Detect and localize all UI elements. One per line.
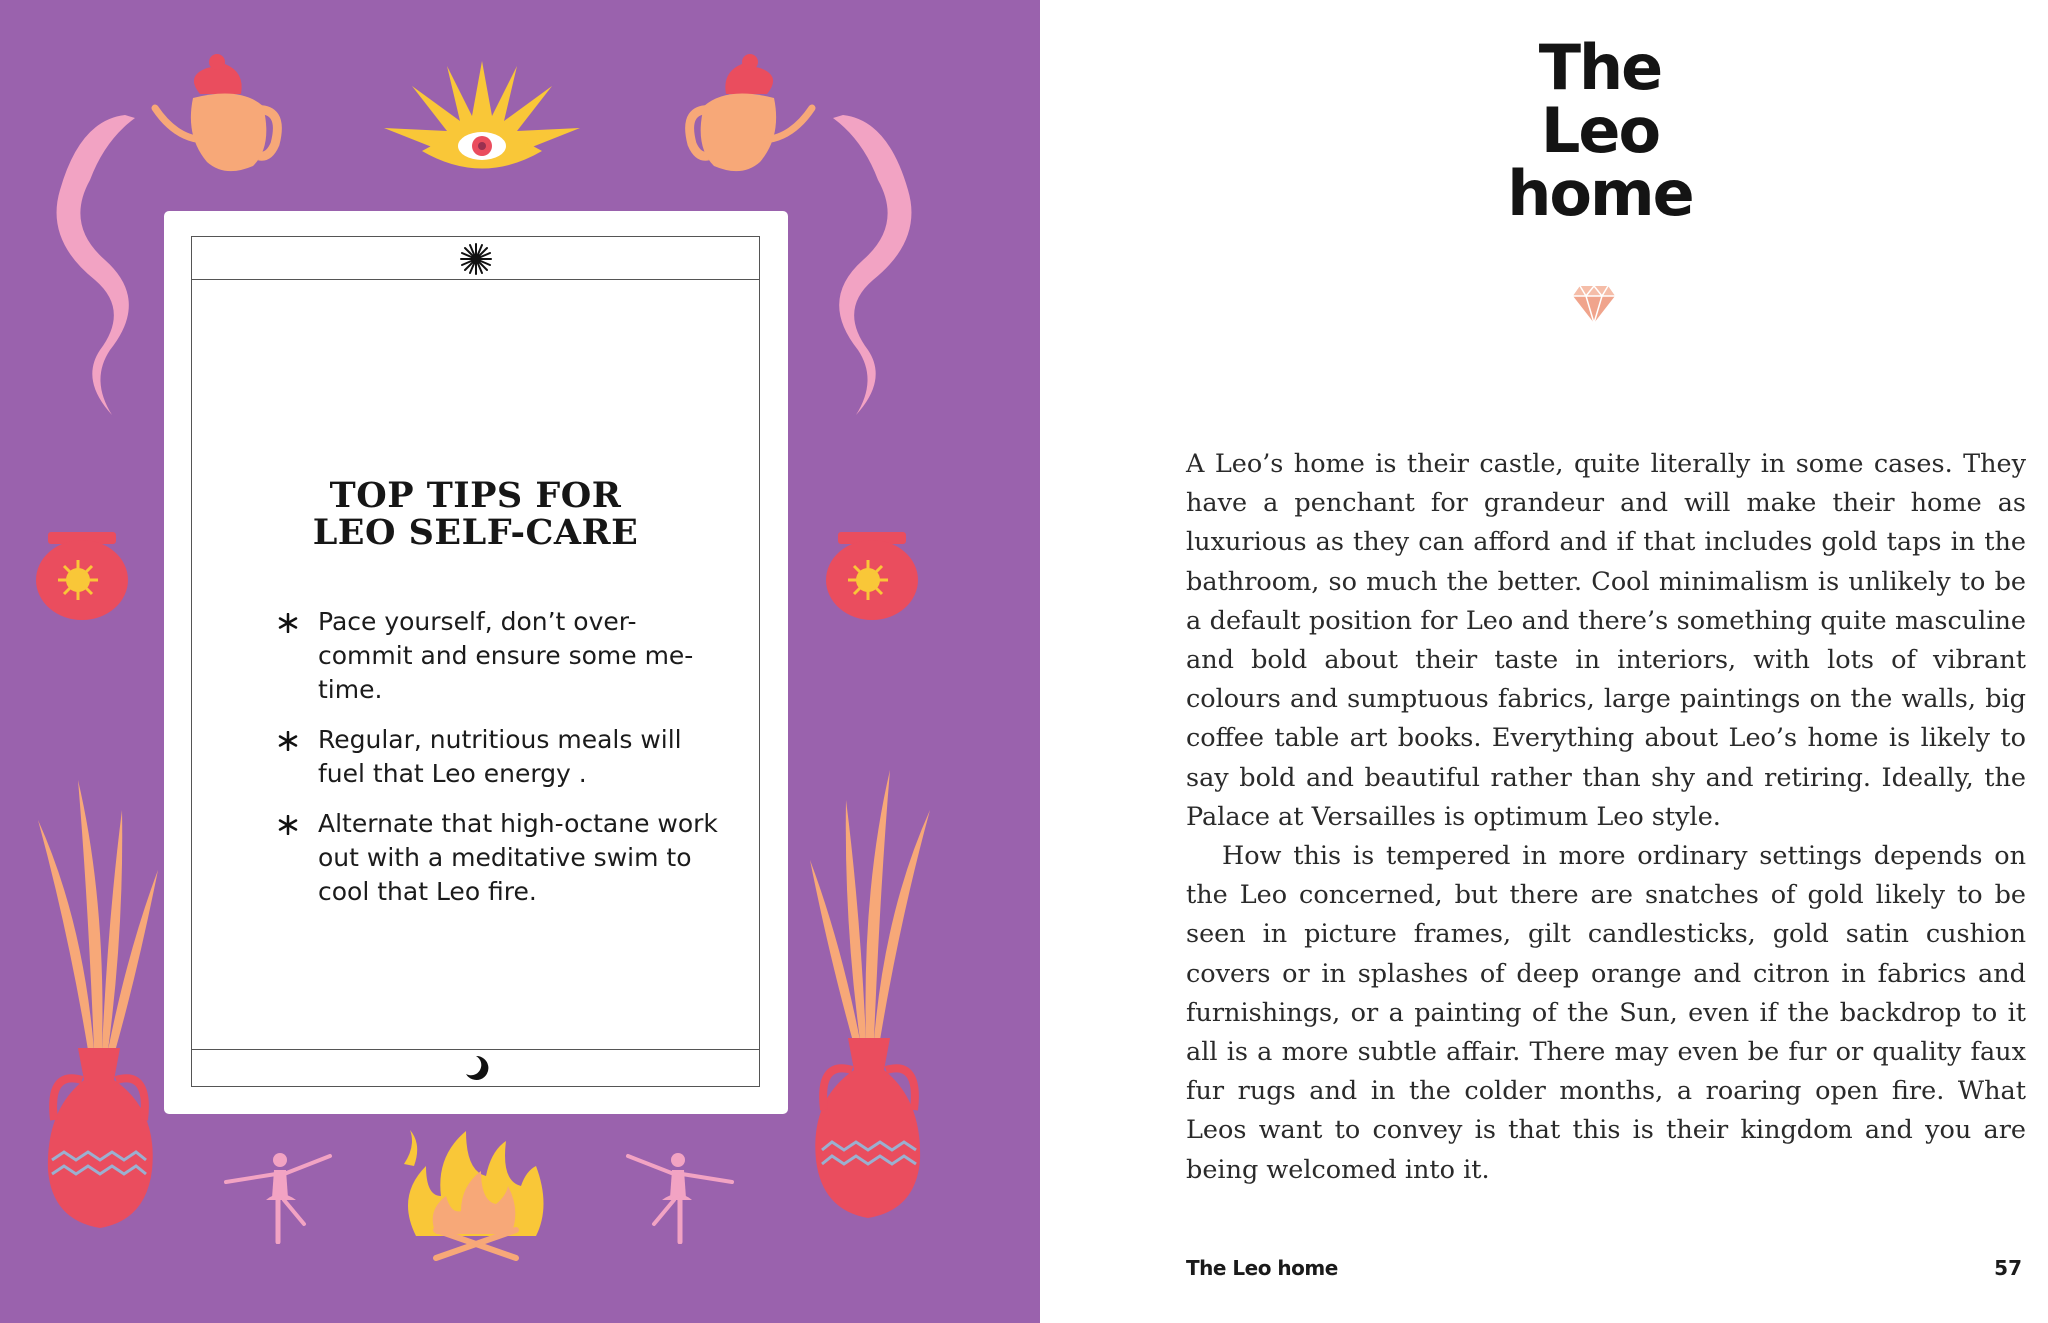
tips-heading-line1: TOP TIPS FOR [329, 475, 622, 516]
body-paragraph: A Leo’s home is their castle, quite literally in some cases. They have a penchant for grandeur and will make their home as luxurious as they can afford and if that includes gold taps in the bathroom, so much the better. Cool minimalism is unlikely to be a default position for Leo and there’s something quite masculine and bold about their taste in interiors, with lots of vibrant colours and sumptuous fabrics, large paintings on the walls, big coffee table art books. Everything about Leo’s home is likely to say bold and beautiful rather than shy and retiring. Ideally, the Palace at Versailles is optimum Leo style. [1186, 449, 2026, 832]
starburst-icon [460, 243, 492, 275]
body-text [1186, 445, 2026, 1190]
card-frame [191, 236, 760, 1087]
sun-eye-icon [382, 56, 582, 176]
teapot-icon [145, 46, 285, 176]
smoke-wisp-icon [40, 110, 140, 420]
running-footer: The Leo home [1186, 1256, 1338, 1280]
frame-divider-bottom [192, 1049, 759, 1050]
tip-text: Pace yourself, don’t over-commit and ensure some me-time. [318, 607, 694, 704]
vase-plant-icon [28, 780, 168, 1235]
tip-item [278, 605, 718, 707]
teapot-icon [682, 46, 822, 176]
dancer-icon [624, 1148, 736, 1244]
pot-icon [34, 530, 130, 622]
tips-heading [192, 477, 759, 551]
pot-icon [824, 530, 920, 622]
tips-list [278, 605, 718, 925]
page-title-line1: The [1538, 31, 1662, 104]
tips-heading-line2: LEO SELF-CARE [312, 512, 639, 553]
crescent-moon-icon [462, 1054, 490, 1082]
vase-plant-icon [800, 770, 940, 1225]
page-title-line2: Leo [1540, 94, 1660, 167]
page-title-line3: home [1507, 157, 1693, 230]
campfire-icon [396, 1126, 556, 1264]
body-paragraph: How this is tempered in more ordinary settings depends on the Leo concerned, but there are snatches of gold likely to be seen in picture frames, gilt candlesticks, gold satin cushion covers or in splashes of deep orange and citron in fabrics and furnishings, or a painting of the Sun, even if the backdrop to it all is a more subtle affair. There may even be fur or quality faux fur rugs and in the colder months, a roaring open fire. What Leos want to convey is that this is their kingdom and you are being welcomed into it. [1186, 841, 2026, 1185]
tip-item [278, 807, 718, 909]
star-bullet-icon [278, 731, 298, 751]
star-bullet-icon [278, 613, 298, 633]
dancer-icon [222, 1148, 334, 1244]
tips-card [164, 211, 788, 1114]
page-title [1400, 31, 1800, 230]
star-bullet-icon [278, 815, 298, 835]
tip-text: Regular, nutritious meals will fuel that Leo energy . [318, 725, 682, 788]
frame-divider-top [192, 279, 759, 280]
page-number: 57 [1994, 1256, 2022, 1280]
tip-text: Alternate that high-octane work out with a meditative swim to cool that Leo fire. [318, 809, 718, 906]
smoke-wisp-icon [828, 110, 928, 420]
diamond-icon [1572, 284, 1616, 324]
tip-item [278, 723, 718, 791]
